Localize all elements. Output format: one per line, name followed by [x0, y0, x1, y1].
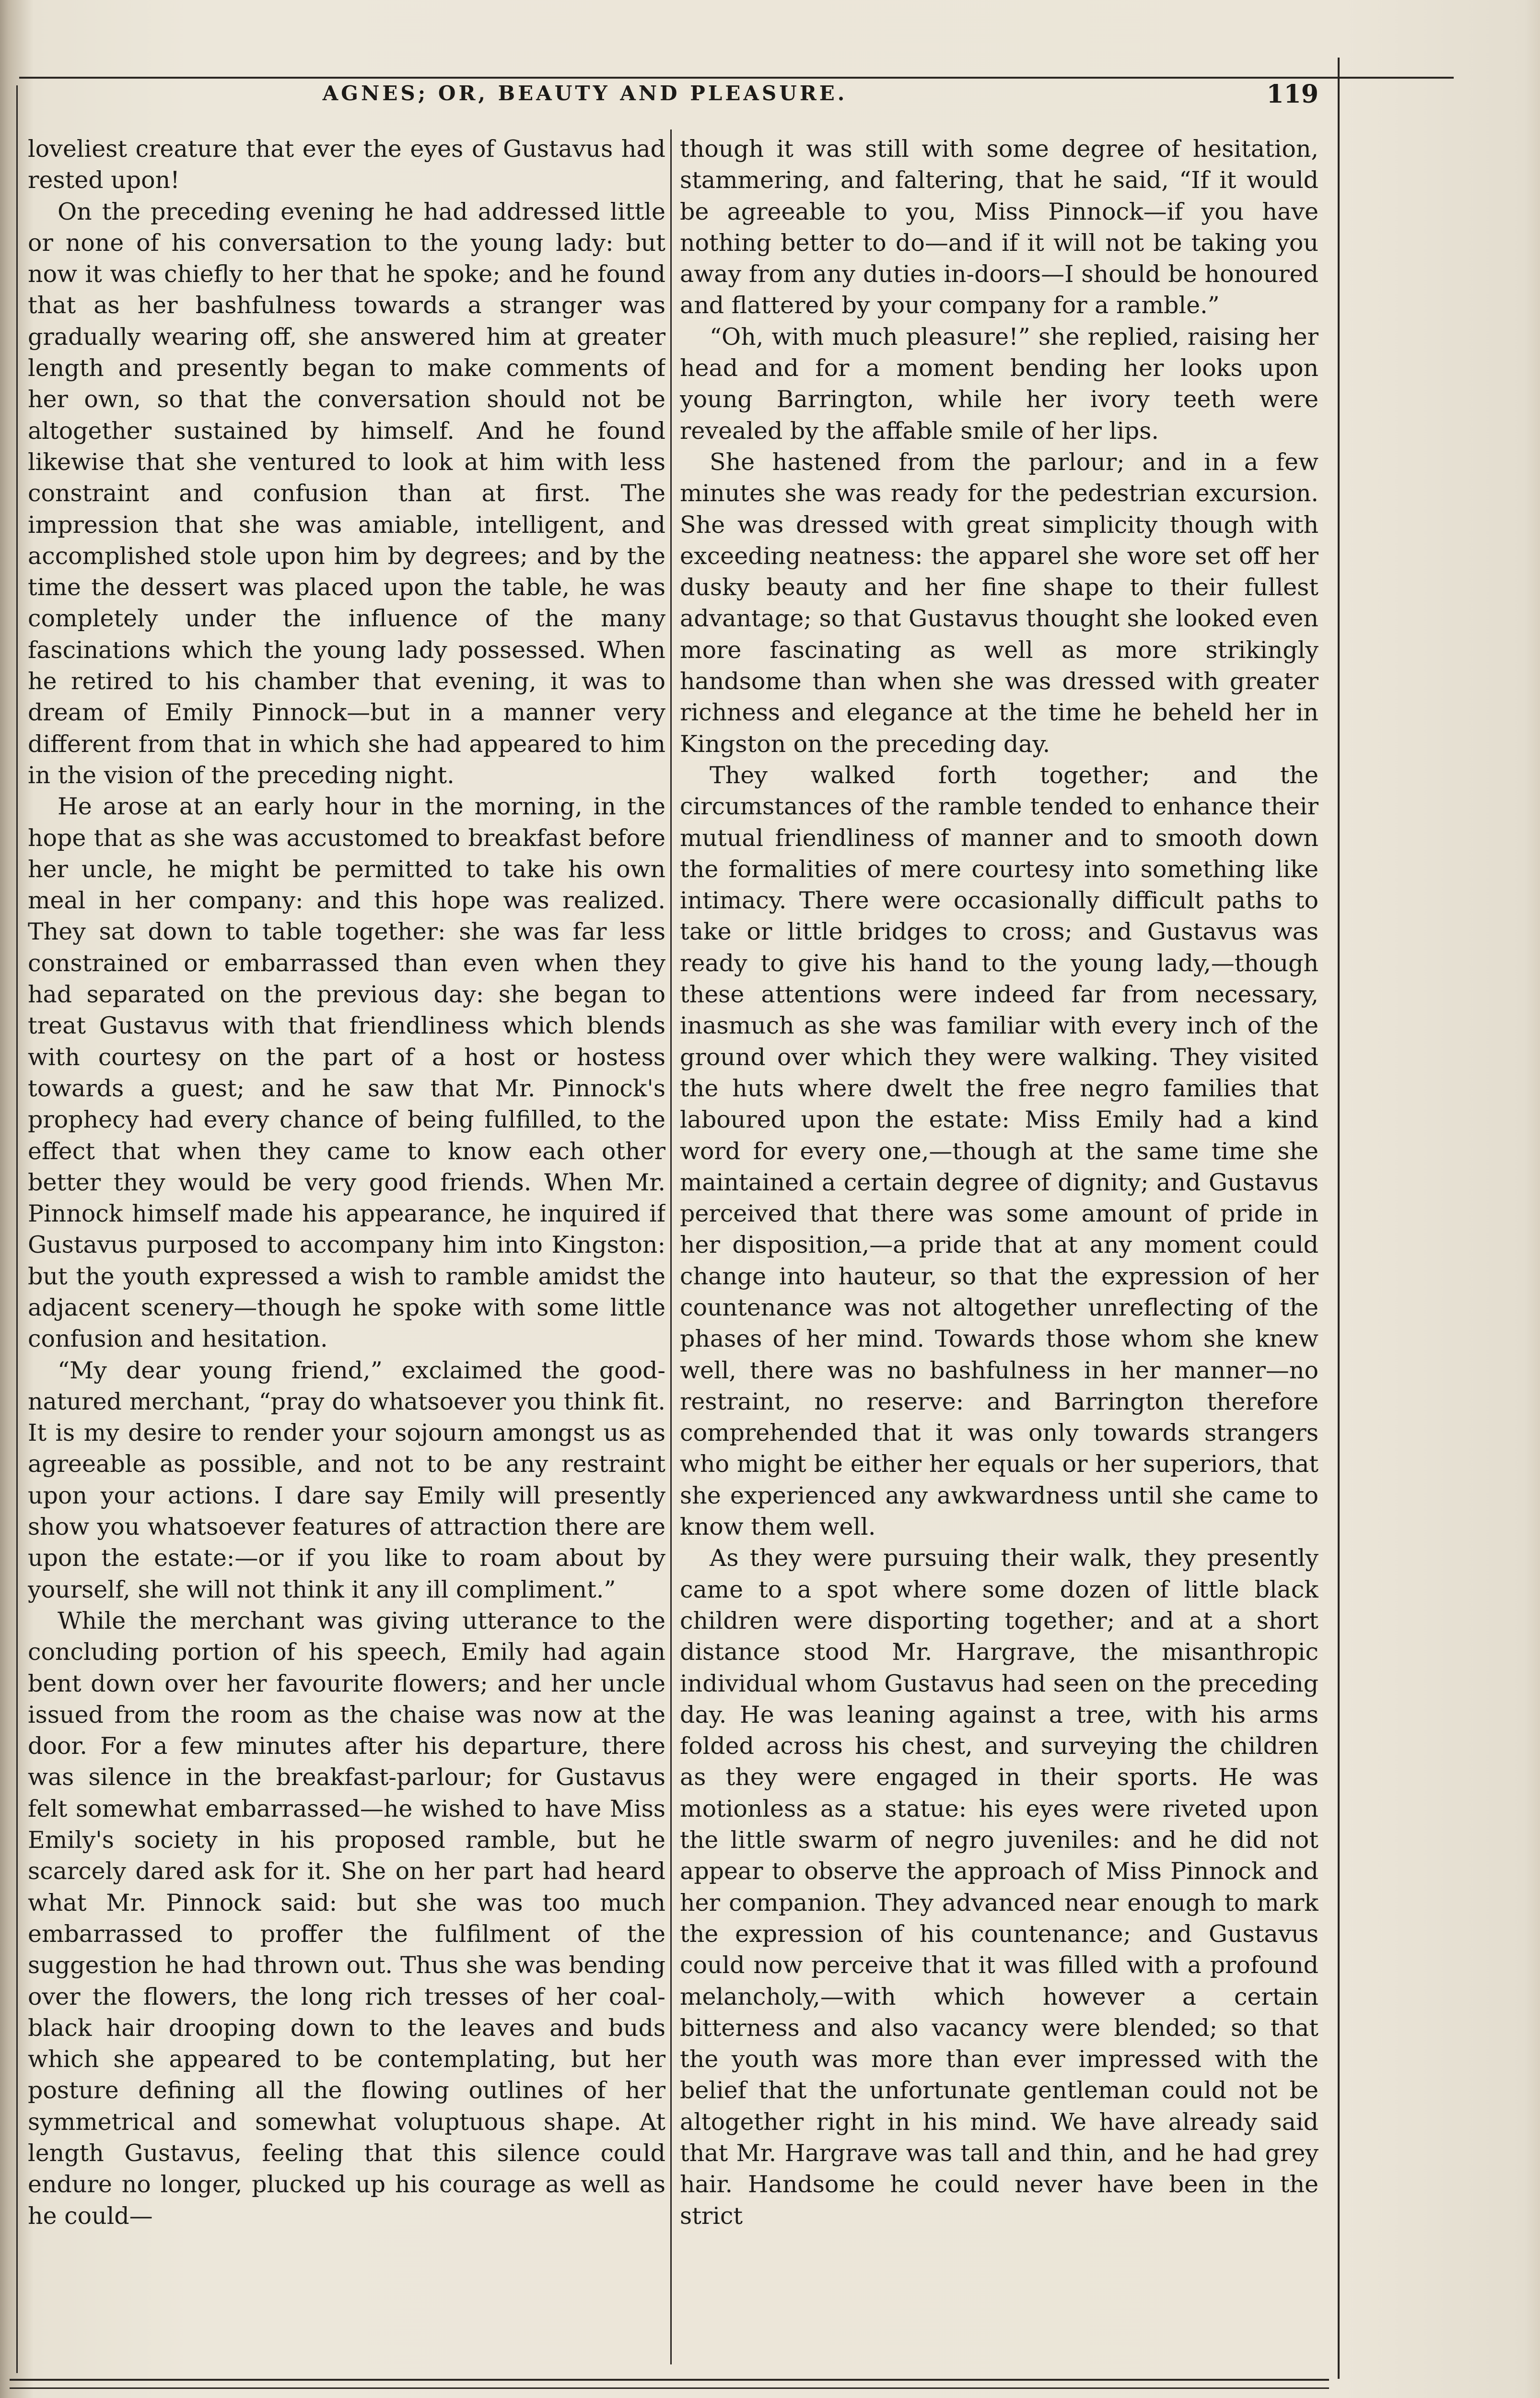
footer-rule-thin — [10, 2387, 1329, 2389]
paragraph: “My dear young friend,” exclaimed the good-natured merchant, “pray do whatsoever you think fit. It is my desire to render your sojourn amongst us as agreeable as possible, and not to be any restraint upon your actions. I dare say Emily will presently show you whatsoever features of attraction there are upon the estate:—or if you like to roam about by yourself, she will not think it any ill compliment.” — [28, 1356, 665, 1603]
paragraph: “Oh, with much pleasure!” she replied, raising her head and for a moment bending her looks upon young Barrington, while her ivory teeth were revealed by the affable smile of her lips. — [680, 323, 1318, 445]
left-column — [28, 133, 665, 2359]
right-column — [680, 133, 1318, 2359]
paragraph: though it was still with some degree of hesitation, stammering, and faltering, that he said, “If it would be agreeable to you, Miss Pinnock—if you have nothing better to do—and if it will not be taking you away from any duties in-doors—I should be honoured and flattered by your company for a ramble.” — [680, 135, 1318, 319]
column-divider — [670, 129, 672, 2364]
footer-rule — [10, 2379, 1329, 2381]
paragraph: He arose at an early hour in the morning, in the hope that as she was accustomed to breakfast before her uncle, he might be permitted to take his own meal in her company: and this hope was realized. They sat down to table together: she was far less constrained or embarrassed than even when they had separated on the previous day: she began to treat Gustavus with that friendliness which blends with courtesy on the part of a host or hostess towards a guest; and he saw that Mr. Pinnock's prophecy had every chance of being fulfilled, to the effect that when they came to know each other better they would be very good friends. When Mr. Pinnock himself made his appearance, he inquired if Gustavus purposed to accompany him into Kingston: but the youth expressed a wish to ramble amidst the adjacent scenery—though he spoke with some little confusion and hesitation. — [28, 793, 665, 1353]
paragraph: She hastened from the parlour; and in a few minutes she was ready for the pedestrian excursion. She was dressed with great simplicity though with exceeding neatness: the apparel she wore set off her dusky beauty and her fine shape to their fullest advantage; so that Gustavus thought she looked even more fascinating as well as more strikingly handsome than when she was dressed with greater richness and elegance at the time he beheld her in Kingston on the preceding day. — [680, 448, 1318, 758]
right-border-rule — [1338, 58, 1340, 2379]
header-rule — [19, 77, 1454, 79]
left-border-rule — [16, 85, 18, 2373]
paragraph: On the preceding evening he had addressed little or none of his conversation to the young lady: but now it was chiefly to her that he spoke; and he found that as her bashfulness towards a stranger was gradually wearing off, she answered him at greater length and presently began to make comments of her own, so that the conversation should not be altogether sustained by himself. And he found likewise that she ventured to look at him with less constraint and confusion than at first. The impression that she was amiable, intelligent, and accomplished stole upon him by degrees; and by the time the dessert was placed upon the table, he was completely under the influence of the many fascinations which the young lady possessed. When he retired to his chamber that evening, it was to dream of Emily Pinnock—but in a manner very different from that in which she had appeared to him in the vision of the preceding night. — [28, 198, 665, 789]
page-number: 119 — [1266, 80, 1318, 109]
running-title: AGNES; OR, BEAUTY AND PLEASURE. — [322, 82, 848, 105]
paragraph: They walked forth together; and the circumstances of the ramble tended to enhance their mutual friendliness of manner and to smooth down the formalities of mere courtesy into something like intimacy. There were occasionally difficult paths to take or little bridges to cross; and Gustavus was ready to give his hand to the young lady,—though these attentions were indeed far from necessary, inasmuch as she was familiar with every inch of the ground over which they were walking. They visited the huts where dwelt the free negro families that laboured upon the estate: Miss Emily had a kind word for every one,—though at the same time she maintained a certain degree of dignity; and Gustavus perceived that there was some amount of pride in her disposition,—a pride that at any moment could change into hauteur, so that the expression of her countenance was not altogether unreflecting of the phases of her mind. Towards those whom she knew well, there was no bashfulness in her manner—no restraint, no reserve: and Barrington therefore comprehended that it was only towards strangers who might be either her equals or her superiors, that she experienced any awkwardness until she came to know them well. — [680, 761, 1318, 1541]
paragraph: While the merchant was giving utterance to the concluding portion of his speech, Emily had again bent down over her favourite flowers; and her uncle issued from the room as the chaise was now at the door. For a few minutes after his departure, there was silence in the breakfast-parlour; for Gustavus felt somewhat embarrassed—he wished to have Miss Emily's society in his proposed ramble, but he scarcely dared ask for it. She on her part had heard what Mr. Pinnock said: but she was too much embarrassed to proffer the fulfilment of the suggestion he had thrown out. Thus she was bending over the flowers, the long rich tresses of her coal-black hair drooping down to the leaves and buds which she appeared to be contemplating, but her posture defining all the flowing outlines of her symmetrical and somewhat voluptuous shape. At length Gustavus, feeling that this silence could endure no longer, plucked up his courage as well as he could— — [28, 1607, 665, 2230]
paragraph: loveliest creature that ever the eyes of Gustavus had rested upon! — [28, 135, 665, 194]
paragraph: As they were pursuing their walk, they presently came to a spot where some dozen of little black children were disporting together; and at a short distance stood Mr. Hargrave, the misanthropic individual whom Gustavus had seen on the preceding day. He was leaning against a tree, with his arms folded across his chest, and surveying the children as they were engaged in their sports. He was motionless as a statue: his eyes were riveted upon the little swarm of negro juveniles: and he did not appear to observe the approach of Miss Pinnock and her companion. They advanced near enough to mark the expression of his countenance; and Gustavus could now perceive that it was filled with a profound melancholy,—with which however a certain bitterness and also vacancy were blended; so that the youth was more than ever impressed with the belief that the unfortunate gentleman could not be altogether right in his mind. We have already said that Mr. Hargrave was tall and thin, and he had grey hair. Handsome he could never have been in the strict — [680, 1544, 1318, 2230]
